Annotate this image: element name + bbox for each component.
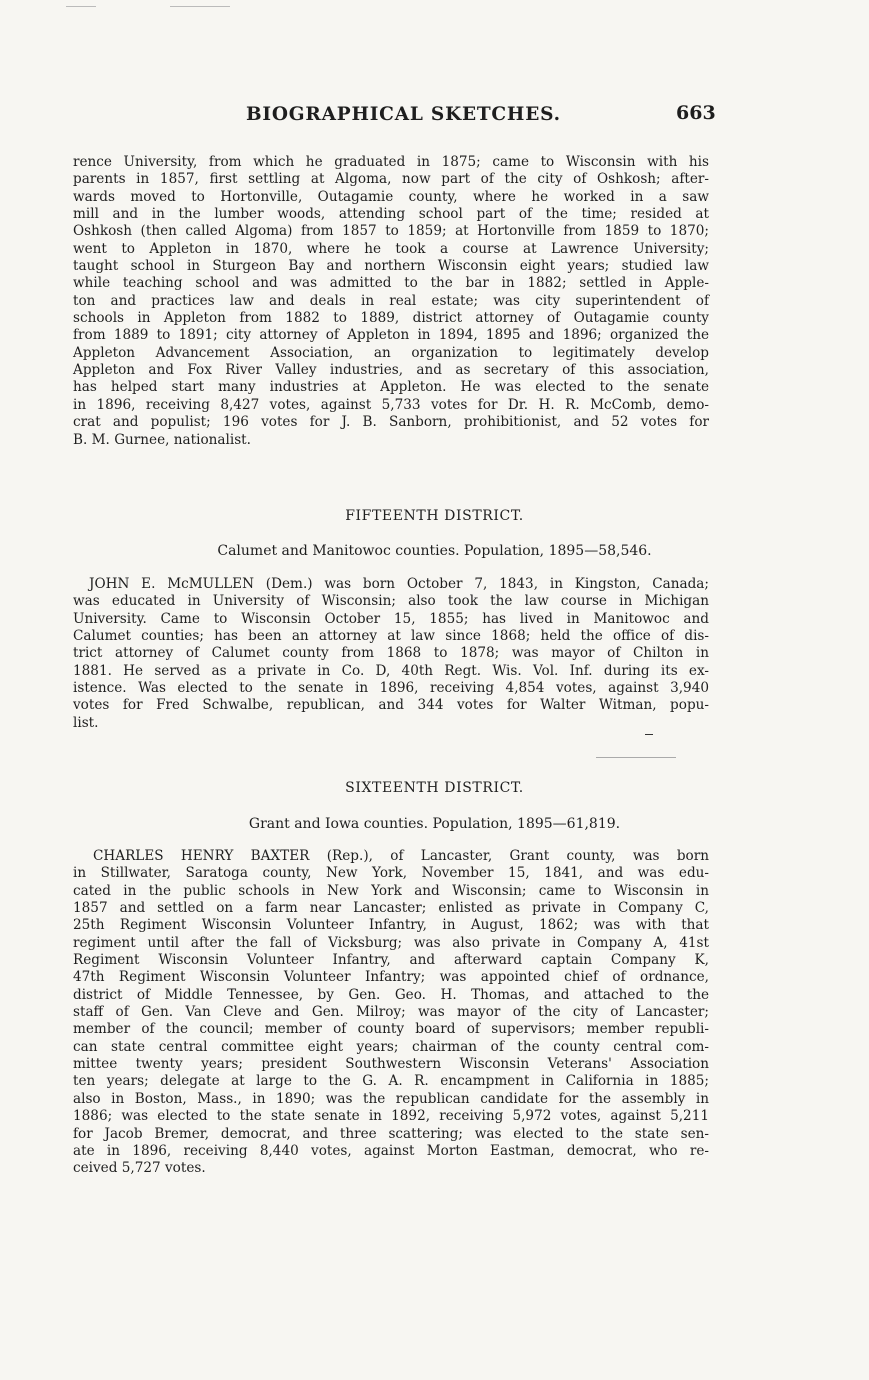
text-line: staff of Gen. Van Cleve and Gen. Milroy; was mayor of the city of Lancaster; xyxy=(73,1004,709,1021)
text-line: regiment until after the fall of Vicksburg; was also private in Company A, 41st xyxy=(73,934,709,951)
text-line: istence. Was elected to the senate in 1896, receiving 4,854 votes, against 3,940 xyxy=(73,680,709,697)
text-line: parents in 1857, first settling at Algoma, now part of the city of Oshkosh; after- xyxy=(73,171,709,188)
text-line: 25th Regiment Wisconsin Volunteer Infantry, in August, 1862; was with that xyxy=(73,917,709,934)
text-line: 1886; was elected to the state senate in 1892, receiving 5,972 votes, against 5,211 xyxy=(73,1108,709,1125)
text-line: also in Boston, Mass., in 1890; was the republican candidate for the assembly in xyxy=(73,1090,709,1107)
page-header xyxy=(0,104,869,134)
fifteenth-district-heading: FIFTEENTH DISTRICT. xyxy=(345,508,524,524)
text-line: ceived 5,727 votes. xyxy=(73,1160,206,1177)
text-line: member of the council; member of county board of supervisors; member republi- xyxy=(73,1021,709,1038)
text-line: JOHN E. McMULLEN (Dem.) was born October 7, 1843, in Kingston, Canada; xyxy=(89,576,709,592)
text-line: mittee twenty years; president Southwestern Wisconsin Veterans' Association xyxy=(73,1056,709,1073)
text-line: rence University, from which he graduated in 1875; came to Wisconsin with his xyxy=(73,154,709,170)
text-line: 47th Regiment Wisconsin Volunteer Infantry; was appointed chief of ordnance, xyxy=(73,969,709,986)
continued-biography xyxy=(73,154,709,449)
fifteenth-district-counties: Calumet and Manitowoc counties. Population, 1895—58,546. xyxy=(217,543,652,559)
text-line: while teaching school and was admitted to the bar in 1882; settled in Apple- xyxy=(73,275,709,292)
text-line: 1881. He served as a private in Co. D, 40th Regt. Wis. Vol. Inf. during its ex- xyxy=(73,662,709,679)
sixteenth-district-counties: Grant and Iowa counties. Population, 1895—61,819. xyxy=(248,816,621,832)
baxter-biography xyxy=(73,848,709,1178)
text-line: Appleton Advancement Association, an organization to legitimately develop xyxy=(73,344,709,361)
text-line: crat and populist; 196 votes for J. B. Sanborn, prohibitionist, and 52 votes for xyxy=(73,414,709,431)
running-head: BIOGRAPHICAL SKETCHES. xyxy=(246,104,561,125)
text-line: was educated in University of Wisconsin; also took the law course in Michigan xyxy=(73,593,709,610)
mcmullen-biography xyxy=(73,576,709,732)
text-line: district of Middle Tennessee, by Gen. Geo. H. Thomas, and attached to the xyxy=(73,986,709,1003)
text-line: ten years; delegate at large to the G. A. R. encampment in California in 1885; xyxy=(73,1073,709,1090)
text-line: ton and practices law and deals in real estate; was city superintendent of xyxy=(73,292,709,309)
text-line: in Stillwater, Saratoga county, New York, November 15, 1841, and was edu- xyxy=(73,865,709,882)
text-line: has helped start many industries at Appleton. He was elected to the senate xyxy=(73,379,709,396)
text-line: trict attorney of Calumet county from 1868 to 1878; was mayor of Chilton in xyxy=(73,645,709,662)
text-line: in 1896, receiving 8,427 votes, against 5,733 votes for Dr. H. R. McComb, demo- xyxy=(73,396,709,413)
text-line: Regiment Wisconsin Volunteer Infantry, and afterward captain Company K, xyxy=(73,952,709,969)
scan-dash xyxy=(645,734,653,735)
text-line: ate in 1896, receiving 8,440 votes, against Morton Eastman, democrat, who re- xyxy=(73,1142,709,1159)
text-line: votes for Fred Schwalbe, republican, and 344 votes for Walter Witman, popu- xyxy=(73,697,709,714)
text-line: list. xyxy=(73,714,99,731)
text-line: went to Appleton in 1870, where he took a course at Lawrence University; xyxy=(73,240,709,257)
text-line: schools in Appleton from 1882 to 1889, district attorney of Outagamie county xyxy=(73,310,709,327)
text-line: University. Came to Wisconsin October 15, 1855; has lived in Manitowoc and xyxy=(73,610,709,627)
scan-mark-top xyxy=(66,6,96,7)
text-line: wards moved to Hortonville, Outagamie county, where he worked in a saw xyxy=(73,188,709,205)
page-number: 663 xyxy=(676,102,716,124)
text-line: for Jacob Bremer, democrat, and three scattering; was elected to the state sen- xyxy=(73,1125,709,1142)
text-line: Calumet counties; has been an attorney at law since 1868; held the office of dis- xyxy=(73,628,709,645)
sixteenth-district-heading: SIXTEENTH DISTRICT. xyxy=(345,780,524,796)
text-line: mill and in the lumber woods, attending school part of the time; resided at xyxy=(73,206,709,223)
text-line: from 1889 to 1891; city attorney of Appleton in 1894, 1895 and 1896; organized the xyxy=(73,327,709,344)
text-line: Oshkosh (then called Algoma) from 1857 to 1859; at Hortonville from 1859 to 1870; xyxy=(73,223,709,240)
scan-dash-2 xyxy=(596,757,676,758)
scan-mark-top-2 xyxy=(170,6,230,7)
text-line: taught school in Sturgeon Bay and northern Wisconsin eight years; studied law xyxy=(73,258,709,275)
text-line: Appleton and Fox River Valley industries, and as secretary of this association, xyxy=(73,362,709,379)
text-line: can state central committee eight years; chairman of the county central com- xyxy=(73,1038,709,1055)
text-line: 1857 and settled on a farm near Lancaster; enlisted as private in Company C, xyxy=(73,900,709,917)
text-line: CHARLES HENRY BAXTER (Rep.), of Lancaster, Grant county, was born xyxy=(93,848,709,864)
text-line: cated in the public schools in New York and Wisconsin; came to Wisconsin in xyxy=(73,882,709,899)
text-line: B. M. Gurnee, nationalist. xyxy=(73,431,251,448)
